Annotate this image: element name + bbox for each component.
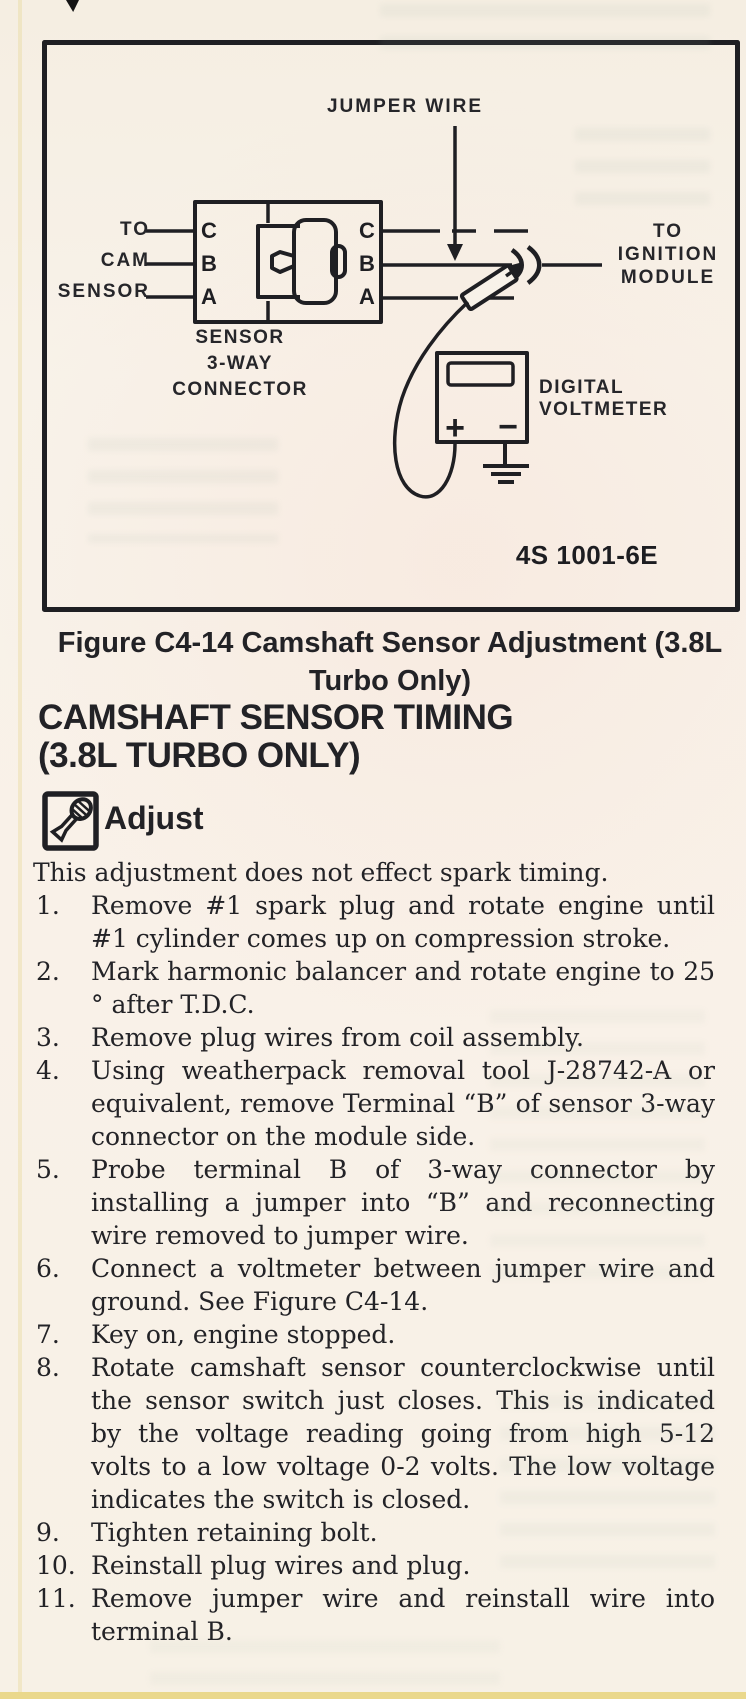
step-text: Mark harmonic balancer and rotate engine to 25 ° after T.D.C. — [91, 957, 715, 1019]
figure-part-code: 4S 1001-6E — [515, 540, 659, 570]
step-number: 7. — [36, 1320, 60, 1349]
digital-voltmeter-label: DIGITAL VOLTMETER — [539, 377, 669, 420]
step-text: Remove jumper wire and reinstall wire into terminal B. — [91, 1584, 715, 1646]
page-edge-mark — [66, 0, 79, 12]
step-item — [33, 1351, 715, 1516]
step-number: 9. — [36, 1518, 60, 1547]
step-number: 4. — [36, 1056, 60, 1085]
step-text: Remove #1 spark plug and rotate engine until #1 cylinder comes up on compression stroke. — [91, 891, 715, 953]
step-number: 10. — [36, 1551, 76, 1580]
step-number: 11. — [36, 1584, 76, 1613]
page-bottom-edge — [0, 1692, 746, 1699]
jumper-wire-label: JUMPER WIRE — [326, 96, 484, 117]
voltmeter-drawing — [437, 353, 527, 447]
voltmeter-minus-terminal: − — [498, 408, 518, 446]
terminals-right: C B A — [359, 218, 375, 309]
jumper-probe — [461, 262, 523, 310]
step-text: Tighten retaining bolt. — [91, 1518, 378, 1547]
step-item — [33, 889, 715, 955]
step-item — [33, 1054, 715, 1153]
step-number: 2. — [36, 957, 60, 986]
jumper-wire-arrow — [447, 126, 463, 261]
step-text: Reinstall plug wires and plug. — [91, 1551, 471, 1580]
step-item — [33, 1153, 715, 1252]
step-number: 1. — [36, 891, 60, 920]
procedure-text — [33, 856, 715, 1648]
step-text: Connect a voltmeter between jumper wire and ground. See Figure C4-14. — [91, 1254, 715, 1316]
step-number: 3. — [36, 1023, 60, 1052]
step-item — [33, 1252, 715, 1318]
step-item — [33, 1021, 715, 1054]
step-number: 5. — [36, 1155, 60, 1184]
step-text: Remove plug wires from coil assembly. — [91, 1023, 584, 1052]
connector-plug-drawing — [258, 220, 345, 303]
page-left-edge-tint — [18, 0, 22, 1699]
step-item — [33, 1516, 715, 1549]
step-item — [33, 1549, 715, 1582]
to-cam-sensor-label: TO CAM SENSOR — [57, 219, 150, 302]
step-number: 6. — [36, 1254, 60, 1283]
figure-caption: Figure C4-14 Camshaft Sensor Adjustment (3.8L Turbo Only) — [57, 627, 723, 697]
terminals-left: C B A — [201, 218, 217, 309]
step-text: Probe terminal B of 3-way connector by installing a jumper into “B” and reconnecting wire removed to jumper wire. — [91, 1155, 715, 1250]
step-text: Key on, engine stopped. — [91, 1320, 396, 1349]
voltmeter-display — [448, 363, 513, 385]
wiring-diagram — [42, 40, 740, 612]
screwdriver-icon — [42, 791, 99, 851]
step-item — [33, 955, 715, 1021]
cam-sensor-wires — [146, 231, 195, 297]
step-text: Rotate camshaft sensor counterclockwise until the sensor switch just closes. This is indicated by the voltage reading going from high 5-12 volts to a low voltage 0-2 volts. The low voltage indicates the switch is closed. — [91, 1353, 715, 1514]
intro-sentence: This adjustment does not effect spark timing. — [33, 858, 609, 887]
section-heading: CAMSHAFT SENSOR TIMING (3.8L TURBO ONLY) — [38, 698, 514, 775]
voltmeter-lead-wire — [395, 302, 468, 497]
adjust-action-label: Adjust — [104, 800, 204, 836]
step-item — [33, 1582, 715, 1648]
figure-c4-14 — [42, 40, 740, 612]
figure-border — [45, 43, 738, 610]
step-number: 8. — [36, 1353, 60, 1382]
step-text: Using weatherpack removal tool J-28742-A or equivalent, remove Terminal “B” of sensor 3-way connector on the module side. — [91, 1056, 715, 1151]
voltmeter-plus-terminal: + — [445, 409, 465, 447]
step-item — [33, 1318, 715, 1351]
ground-symbol — [483, 442, 529, 482]
sensor-3way-connector-label: SENSOR 3-WAY CONNECTOR — [172, 327, 308, 400]
to-ignition-module-label: TO IGNITION MODULE — [617, 221, 719, 288]
